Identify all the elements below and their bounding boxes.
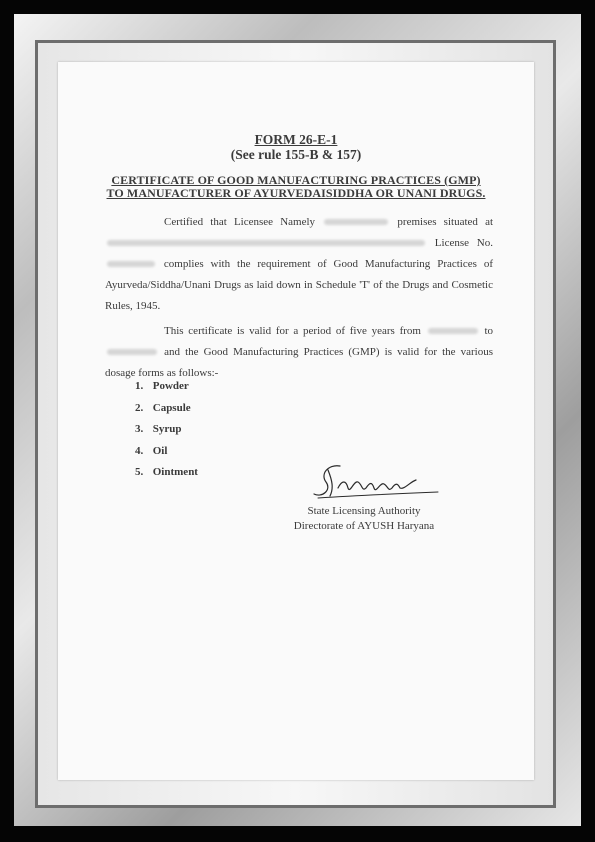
form-title: FORM 26-E-1 [254, 132, 338, 147]
redacted-premises-address [107, 240, 425, 246]
license-number-label: License No. [434, 237, 493, 249]
authority-signature [310, 460, 440, 502]
certification-paragraph [105, 212, 493, 317]
redacted-valid-to-date [107, 349, 157, 355]
authority-organization: Directorate of AYUSH Haryana [293, 520, 435, 532]
list-item: 2. Capsule [135, 401, 191, 414]
validity-to-label: to [484, 325, 494, 337]
validity-text: This certificate is valid for a period of five years from [164, 325, 421, 337]
authority-title: State Licensing Authority [307, 505, 421, 517]
redacted-valid-from-date [428, 328, 478, 334]
validity-paragraph [105, 321, 493, 384]
list-item: 4. Oil [135, 444, 168, 457]
list-item: 1. Powder [135, 380, 189, 392]
list-item: 3. Syrup [135, 423, 182, 435]
certificate-heading-line-1: CERTIFICATE OF GOOD MANUFACTURING PRACTICES (GMP) [111, 173, 481, 187]
licensee-label: Certified that Licensee Namely [164, 216, 316, 228]
certificate-heading-line-2: TO MANUFACTURER OF AYURVEDAISIDDHA OR UNANI DRUGS. [106, 186, 486, 200]
compliance-text: complies with the requirement of Good Manufacturing Practices of Ayurveda/Siddha/Unani Drugs as laid down in Schedule 'T' of the Drugs and Cosmetic Rules, 1945. [105, 258, 493, 312]
list-item: 5. Ointment [135, 466, 198, 478]
dosage-forms-list [135, 376, 198, 484]
premises-label: premises situated at [397, 216, 494, 228]
certificate-document [58, 62, 534, 780]
certificate-body [105, 212, 493, 384]
rule-reference: (See rule 155-B & 157) [230, 147, 362, 162]
redacted-licensee-name [324, 219, 388, 225]
gmp-validity-text: and the Good Manufacturing Practices (GMP) is valid for the various dosage forms as follows:- [105, 346, 493, 379]
redacted-license-number [107, 261, 155, 267]
